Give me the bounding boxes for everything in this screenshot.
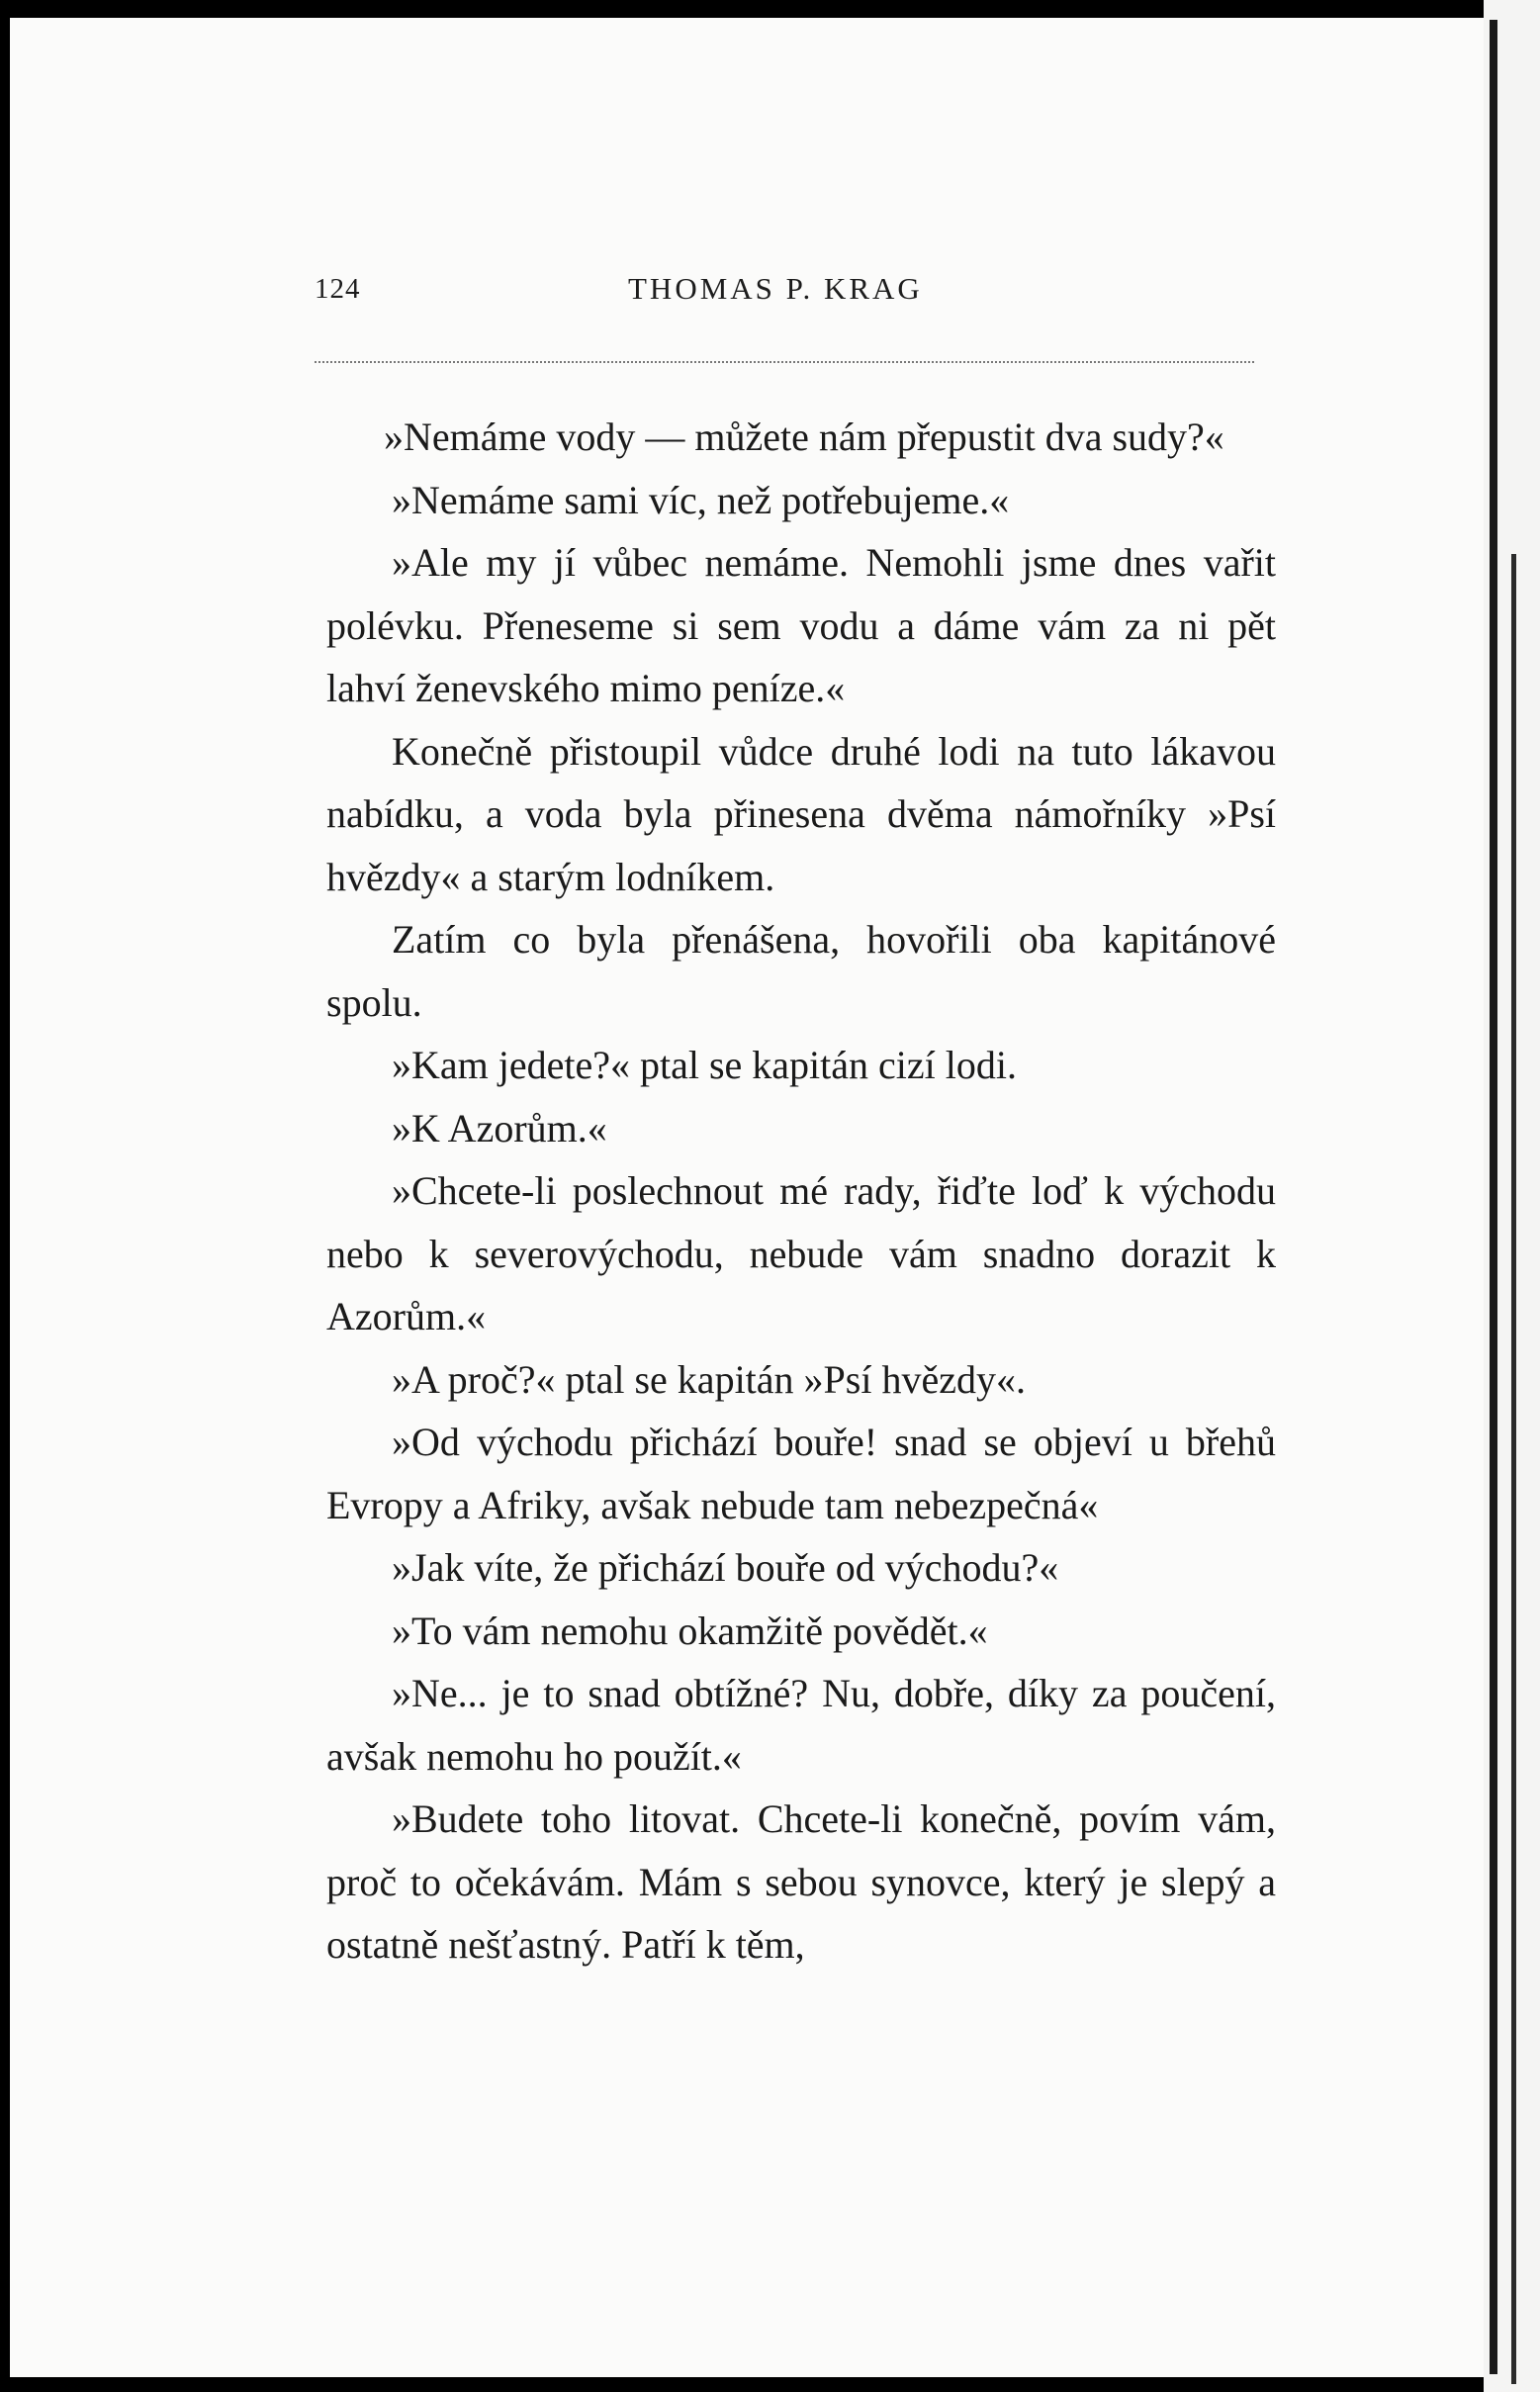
body-text [326, 406, 1276, 1977]
paragraph: »Ale my jí vůbec nemáme. Nemohli jsme dnes vařit polévku. Přeneseme si sem vodu a dáme vám za ni pět lahví ženevského mimo peníze.« [326, 540, 1276, 710]
page-header [315, 267, 1254, 317]
paragraph: »Od východu přichází bouře! snad se objeví u břehů Evropy a Afriky, avšak nebude tam nebezpečná« [326, 1420, 1276, 1527]
paragraph: »Nemáme vody — můžete nám přepustit dva sudy?« [384, 414, 1224, 459]
paragraph: »Nemáme sami víc, než potřebujeme.« [392, 477, 1010, 522]
binding-shadow-inner [1511, 554, 1516, 2384]
paragraph: »Kam jedete?« ptal se kapitán cizí lodi. [392, 1043, 1017, 1087]
header-rule [315, 361, 1254, 363]
paragraph: »Budete toho litovat. Chcete-li konečně, povím vám, proč to očekávám. Mám s sebou synovce, který je slepý a ostatně nešťastný. Patří k těm, [326, 1796, 1276, 1967]
paragraph: Konečně přistoupil vůdce druhé lodi na tuto lákavou nabídku, a voda byla přinesena dvěma námořníky »Psí hvězdy« a starým lodníkem. [326, 728, 1276, 899]
paragraph: »Chcete-li poslechnout mé rady, řiďte loď k východu nebo k severovýchodu, nebude vám snadno dorazit k Azorům.« [326, 1168, 1276, 1338]
running-head: THOMAS P. KRAG [628, 271, 923, 306]
binding-shadow [1490, 20, 1497, 2374]
paragraph: Zatím co byla přenášena, hovořili oba kapitánové spolu. [326, 917, 1276, 1025]
paragraph: »Ne... je to snad obtížné? Nu, dobře, díky za poučení, avšak nemohu ho použít.« [326, 1671, 1276, 1779]
page-number: 124 [315, 273, 361, 305]
paragraph: »A proč?« ptal se kapitán »Psí hvězdy«. [392, 1356, 1026, 1402]
paragraph: »K Azorům.« [392, 1105, 607, 1150]
paragraph: »To vám nemohu okamžitě povědět.« [392, 1608, 988, 1653]
paragraph: »Jak víte, že přichází bouře od východu?« [392, 1545, 1059, 1590]
